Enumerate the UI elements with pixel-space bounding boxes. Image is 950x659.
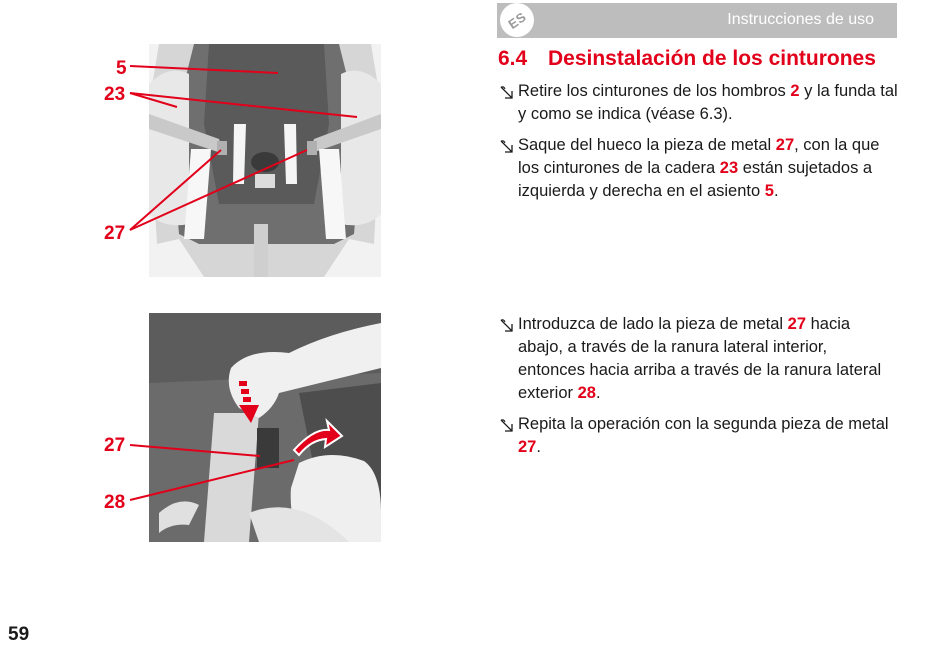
step-arrow-icon xyxy=(500,139,514,153)
step-text: Repita la operación con la segunda pieza de metal xyxy=(518,415,889,433)
step-text: . xyxy=(536,438,541,456)
reference-number: 27 xyxy=(775,136,795,154)
reference-number: 28 xyxy=(577,384,596,402)
reference-number: 2 xyxy=(790,82,800,100)
callout-23: 23 xyxy=(104,84,126,105)
step-text: . xyxy=(773,182,779,200)
photo-belt-threading xyxy=(149,313,381,542)
step-text: hacia abajo, a través de la ranura lateral interior, entonces hacia arriba a través de la ranura lateral exterior xyxy=(518,315,882,402)
callout-28: 28 xyxy=(104,492,126,513)
reference-number: 23 xyxy=(719,159,739,177)
threading-illustration xyxy=(149,313,381,542)
language-code: ES xyxy=(505,8,529,32)
step-text: , con la que los cinturones de la cadera xyxy=(518,136,880,177)
seat-illustration xyxy=(149,44,381,277)
section-title xyxy=(498,47,876,71)
page-number: 59 xyxy=(8,624,30,645)
step-text: están sujetados a izquierda y derecha en el asiento xyxy=(518,159,873,200)
callout-27-bottom: 27 xyxy=(104,435,126,456)
step-text: Saque del hueco la pieza de metal xyxy=(518,136,776,154)
step-text: Retire los cinturones de los hombros xyxy=(518,82,791,100)
reference-number: 27 xyxy=(518,438,537,456)
step-text: Introduzca de lado la pieza de metal xyxy=(518,315,788,333)
steps-list-top xyxy=(498,80,898,211)
instruction-step xyxy=(498,413,898,459)
steps-list-bottom xyxy=(498,313,898,467)
step-text: y la funda tal y como se indica (véase 6.3). xyxy=(518,82,898,123)
callout-5: 5 xyxy=(116,58,127,79)
instruction-step xyxy=(498,313,898,405)
instruction-step xyxy=(498,134,898,203)
instruction-step xyxy=(498,80,898,126)
reference-number: 5 xyxy=(764,182,774,200)
reference-number: 27 xyxy=(787,315,807,333)
section-number: 6.4 xyxy=(498,47,528,70)
step-text: . xyxy=(595,384,601,402)
header-title: Instrucciones de uso xyxy=(727,11,874,28)
photo-seat-overview xyxy=(149,44,381,277)
callout-27-top: 27 xyxy=(104,223,126,244)
step-arrow-icon xyxy=(500,85,514,99)
step-arrow-icon xyxy=(500,418,514,432)
language-badge xyxy=(500,3,534,37)
step-arrow-icon xyxy=(500,318,514,332)
section-heading: Desinstalación de los cinturones xyxy=(548,47,876,70)
